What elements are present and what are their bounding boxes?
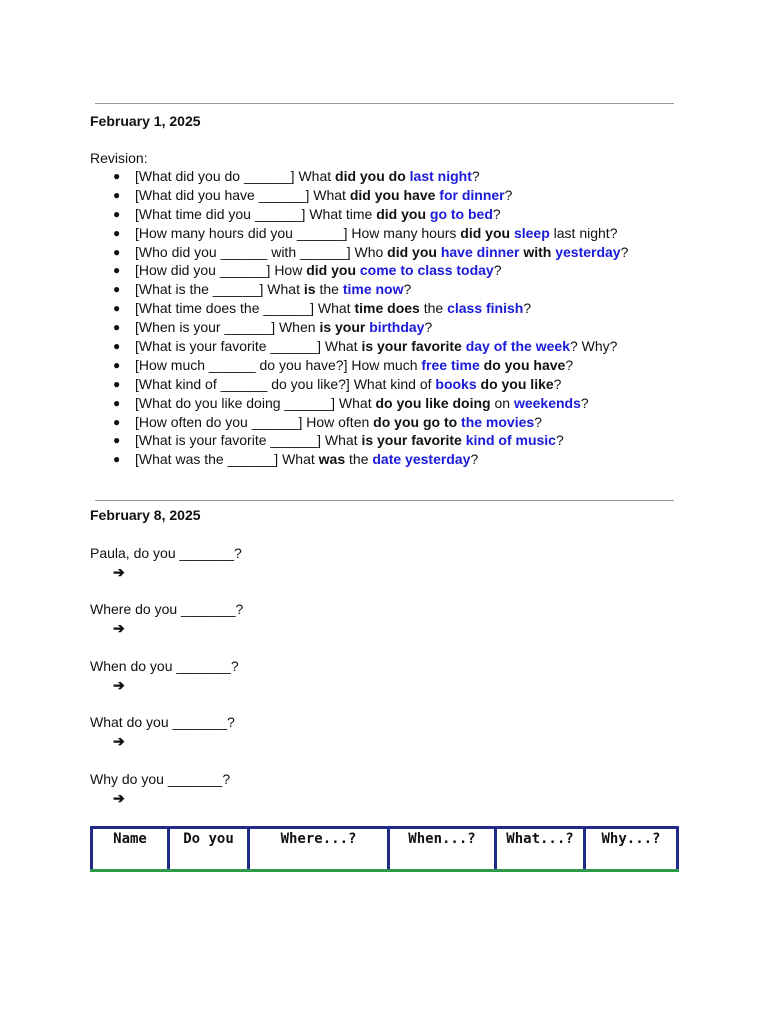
revision-text: is your favorite [361,432,462,449]
revision-text: ? Why? [569,338,618,355]
revision-text: [What kind of ______ do you like?] What kind of [135,375,436,392]
revision-text: time does [354,300,420,317]
revision-text: did you [306,262,356,279]
revision-text: [How did you ______] How [135,262,307,279]
bullet-icon: ● [113,263,121,278]
revision-text: [When is your ______] When [135,319,320,336]
bullet-icon: ● [113,320,121,335]
revision-text: the movies [461,413,535,430]
revision-text: [How often do you ______] How often [135,413,374,430]
revision-text: [What was the ______] What [135,451,319,468]
revision-text: sleep [513,224,550,241]
revision-text: ? [523,300,532,317]
bullet-icon: ● [113,244,121,259]
revision-item [90,375,690,394]
revision-text: [What is the ______] What [135,281,304,298]
revision-text: on [490,394,514,411]
revision-text: did you [460,224,511,241]
header-what: What...? [496,828,585,871]
revision-text: [What is your favorite ______] What [135,338,362,355]
revision-text: birthday [369,319,425,336]
bullet-icon: ● [113,339,121,354]
question-paula: Paula, do you _______? [90,545,242,561]
revision-text: ? [493,262,502,279]
revision-text: do you go to [373,413,458,430]
revision-item [90,280,690,299]
revision-text: is [303,281,316,298]
revision-text: kind of music [465,432,556,449]
revision-text: ? [534,413,542,430]
revision-text: with [523,243,552,260]
arrow-icon: ➔ [113,733,125,749]
header-where: Where...? [249,828,389,871]
arrow-icon: ➔ [113,620,125,636]
revision-text: [What is your favorite ______] What [135,432,362,449]
bullet-icon: ● [113,357,121,372]
table-header-row [92,828,678,871]
revision-text: class finish [447,300,524,317]
arrow-icon: ➔ [113,564,125,580]
revision-text: day of the week [465,338,570,355]
revision-list [90,167,690,469]
question-when: When do you _______? [90,658,239,674]
revision-text: did you [376,205,427,222]
revision-text: yesterday [555,243,621,260]
question-where: Where do you _______? [90,601,244,617]
bullet-icon: ● [113,452,121,467]
header-when: When...? [389,828,496,871]
revision-text: [What do you like doing ______] What [135,394,376,411]
revision-text: ? [565,356,574,373]
divider-middle [95,500,674,501]
bullet-icon: ● [113,206,121,221]
revision-text: go to bed [429,205,493,222]
bullet-icon: ● [113,282,121,297]
divider-top [95,103,674,104]
revision-text: the [315,281,343,298]
revision-item [90,413,690,432]
header-why: Why...? [585,828,678,871]
revision-item [90,337,690,356]
bullet-icon: ● [113,414,121,429]
question-what: What do you _______? [90,714,235,730]
bullet-icon: ● [113,395,121,410]
revision-text: do you like doing [375,394,491,411]
revision-text: date yesterday [372,451,471,468]
arrow-icon: ➔ [113,790,125,806]
revision-text: have dinner [440,243,520,260]
revision-item [90,356,690,375]
bullet-icon: ● [113,376,121,391]
bullet-icon: ● [113,433,121,448]
revision-item [90,167,690,186]
revision-text: did you [387,243,437,260]
revision-text: last night? [549,224,618,241]
revision-text: ? [555,432,564,449]
revision-text: books [435,375,477,392]
revision-text: [What did you do ______] What [135,168,336,184]
bullet-icon: ● [113,169,121,183]
revision-text: is your [319,319,366,336]
revision-text: was [318,451,346,468]
revision-text: ? [424,319,433,336]
revision-text: [How many hours did you ______] How many hours [135,224,461,241]
survey-table [90,826,679,872]
revision-text: last night [409,168,472,184]
revision-item [90,431,690,450]
bullet-icon: ● [113,225,121,240]
revision-item [90,205,690,224]
revision-text: [What time does the ______] What [135,300,355,317]
revision-item [90,261,690,280]
revision-text: ? [403,281,412,298]
revision-text: come to class today [359,262,494,279]
revision-text: ? [492,205,501,222]
revision-text: is your favorite [361,338,462,355]
revision-item [90,243,690,262]
question-why: Why do you _______? [90,771,231,787]
revision-text: ? [620,243,629,260]
revision-item [90,394,690,413]
revision-text: do you have [483,356,566,373]
revision-text: ? [470,451,479,468]
revision-text: [How much ______ do you have?] How much [135,356,422,373]
revision-text: [What time did you ______] What time [135,205,377,222]
revision-item [90,299,690,318]
date-heading-1: February 1, 2025 [90,113,201,129]
revision-text: ? [504,186,513,203]
revision-label: Revision: [90,150,148,166]
revision-text: ? [471,168,480,184]
revision-text: [Who did you ______ with ______] Who [135,243,388,260]
revision-item [90,224,690,243]
revision-text: for dinner [439,186,505,203]
revision-text: do you like [480,375,554,392]
revision-text: the [419,300,448,317]
revision-text: ? [553,375,562,392]
bullet-icon: ● [113,301,121,316]
revision-text: weekends [513,394,581,411]
revision-text: time now [342,281,404,298]
revision-text: ? [580,394,589,411]
header-do-you: Do you [169,828,249,871]
header-name: Name [92,828,169,871]
arrow-icon: ➔ [113,677,125,693]
date-heading-2: February 8, 2025 [90,507,201,523]
revision-text: did you have [349,186,436,203]
bullet-icon: ● [113,187,121,202]
revision-item [90,450,690,469]
revision-item [90,318,690,337]
revision-text: the [345,451,373,468]
revision-text: [What did you have ______] What [135,186,350,203]
revision-text: did you do [335,168,406,184]
revision-item [90,186,690,205]
revision-text: free time [421,356,480,373]
